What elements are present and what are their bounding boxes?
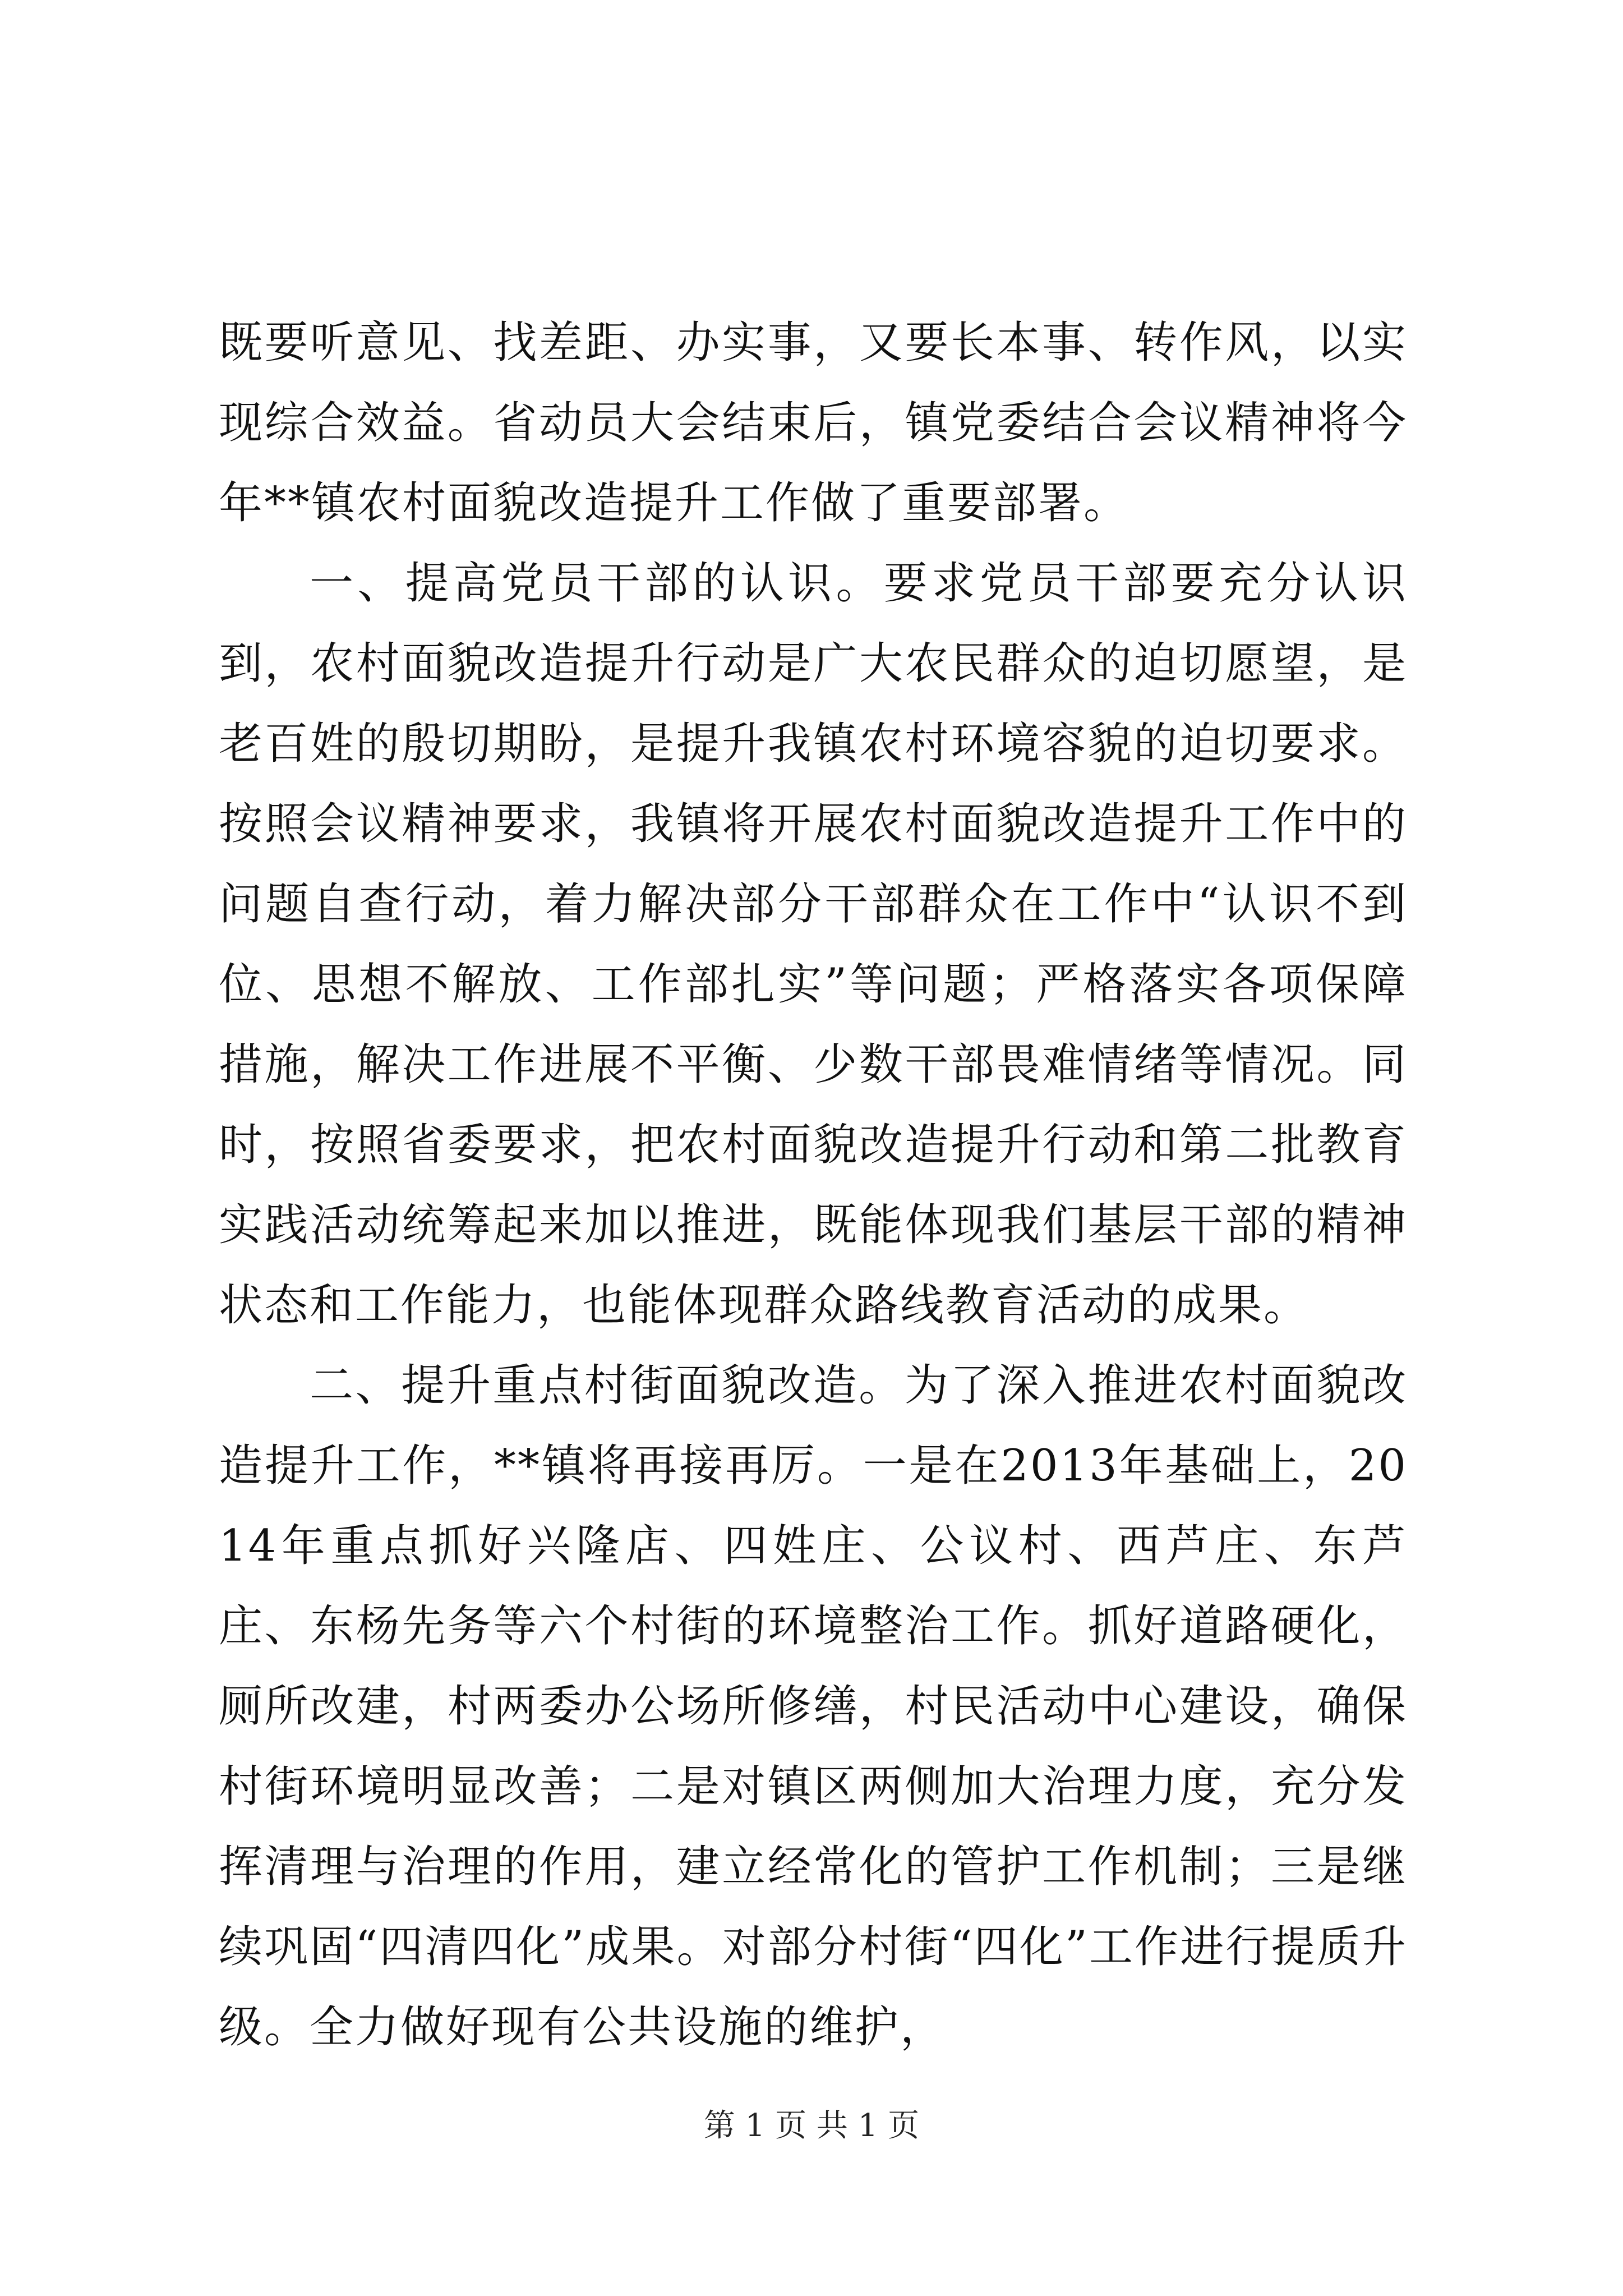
page-number-label: 第 1 页 共 1 页 — [703, 2108, 920, 2144]
paragraph-intro: 既要听意见、找差距、办实事，又要长本事、转作风，以实现综合效益。省动员大会结束后，镇党委结合会议精神将今年**镇农村面貌改造提升工作做了重要部署。 — [219, 318, 1408, 528]
paragraph-section-two: 二、提升重点村街面貌改造。为了深入推进农村面貌改造提升工作，**镇将再接再厉。一是在2013年基础上，2014年重点抓好兴隆店、四姓庄、公议村、西芦庄、东芦庄、东杨先务等六个村街的环境整治工作。抓好道路硬化，厕所改建，村两委办公场所修缮，村民活动中心建设，确保村街环境明显改善；二是对镇区两侧加大治理力度，充分发挥清理与治理的作用，建立经常化的管护工作机制；三是继续巩固“四清四化”成果。对部分村街“四化”工作进行提质升级。全力做好现有公共设施的维护， — [219, 1360, 1408, 2053]
paragraph-section-one: 一、提高党员干部的认识。要求党员干部要充分认识到，农村面貌改造提升行动是广大农民群众的迫切愿望，是老百姓的殷切期盼，是提升我镇农村环境容貌的迫切要求。按照会议精神要求，我镇将开展农村面貌改造提升工作中的问题自查行动，着力解决部分干部群众在工作中“认识不到位、思想不解放、工作部扎实”等问题；严格落实各项保障措施，解决工作进展不平衡、少数干部畏难情绪等情况。同时，按照省委要求，把农村面貌改造提升行动和第二批教育实践活动统筹起来加以推进，既能体现我们基层干部的精神状态和工作能力，也能体现群众路线教育活动的成果。 — [219, 558, 1408, 1331]
document-body — [219, 303, 1408, 2068]
page-footer — [0, 2106, 1623, 2146]
